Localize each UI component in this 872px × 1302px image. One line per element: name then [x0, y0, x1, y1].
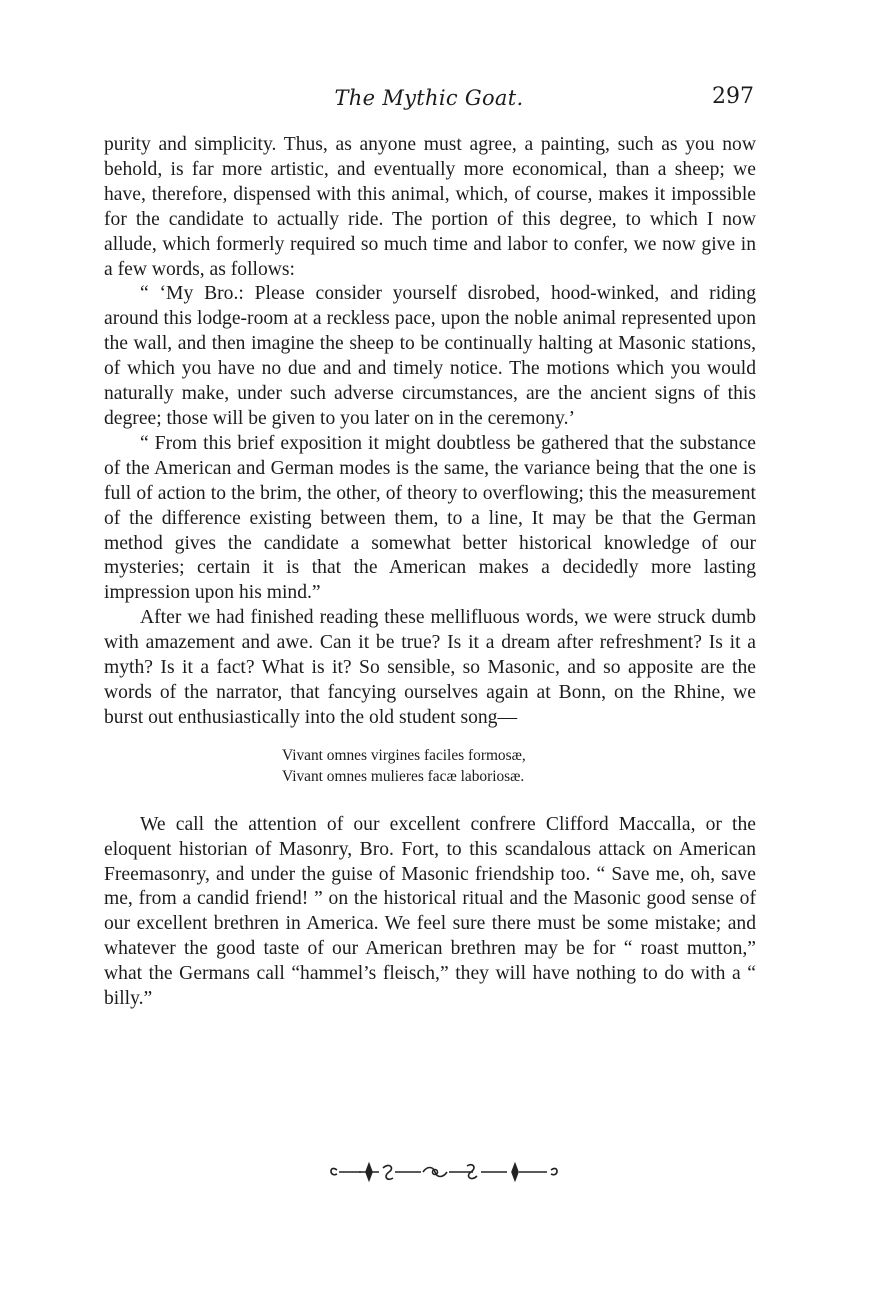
body-text [104, 133, 756, 1012]
running-title: The Mythic Goat. [334, 86, 524, 110]
paragraph-amazement: After we had finished reading these mellifluous words, we were struck dumb with amazement and awe. Can it be true? Is it a dream after refreshment? Is it a myth? Is it a fact? What is it? So sensible, so Masonic, and so apposite are the words of the narrator, that fancying ourselves again at Bonn, on the Rhine, we burst out enthusiastically into the old student song— [104, 607, 756, 728]
paragraph-exposition: “ From this brief exposition it might doubtless be gathered that the substance of the American and German modes is the same, the variance being that the one is full of action to the brim, the other, of theory to overflowing; this the measurement of the difference existing between them, to a line, It may be that the German method gives the candidate a somewhat better historical knowledge of our mysteries; certain it is that the American makes a decidedly more lasting impression upon his mind.” [104, 432, 756, 604]
paragraph-quoted-ritual: “ ‘My Bro.: Please consider yourself disrobed, hood-winked, and riding around this lodge-room at a reckless pace, upon the noble animal represented upon the wall, and then imagine the sheep to be continually halting at Masonic stations, of which you have no due and and timely notice. The motions which you would naturally make, under such adverse circumstances, are the ancient signs of this degree; those will be given to you later on in the ceremony.’ [104, 283, 756, 429]
page-header [104, 82, 754, 116]
verse-line: Vivant omnes mulieres facæ laboriosæ. [282, 767, 525, 785]
ornamental-divider-icon [325, 1158, 565, 1186]
verse-line: Vivant omnes virgines faciles formosæ, [282, 746, 526, 764]
page-number: 297 [712, 84, 754, 109]
student-song-verse [282, 745, 756, 787]
paragraph-continuation: purity and simplicity. Thus, as anyone must agree, a painting, such as you now behold, is far more artistic, and eventually more economical, than a sheep; we have, therefore, dispensed with this animal, which, of course, makes it impossible for the candidate to actually ride. The portion of this degree, to which I now allude, which formerly required so much time and labor to confer, we now give in a few words, as follows: [104, 134, 756, 280]
paragraph-closing: We call the attention of our excellent confrere Clifford Maccalla, or the eloquent historian of Masonry, Bro. Fort, to this scandalous attack on American Freemasonry, and under the guise of Masonic friendship too. “ Save me, oh, save me, from a candid friend! ” on the historical ritual and the Masonic good sense of our excellent brethren in America. We feel sure there must be some mistake; and whatever the good taste of our American brethren may be for “ roast mutton,” what the Germans call “hammel’s fleisch,” they will have nothing to do with a “ billy.” [104, 813, 756, 1010]
